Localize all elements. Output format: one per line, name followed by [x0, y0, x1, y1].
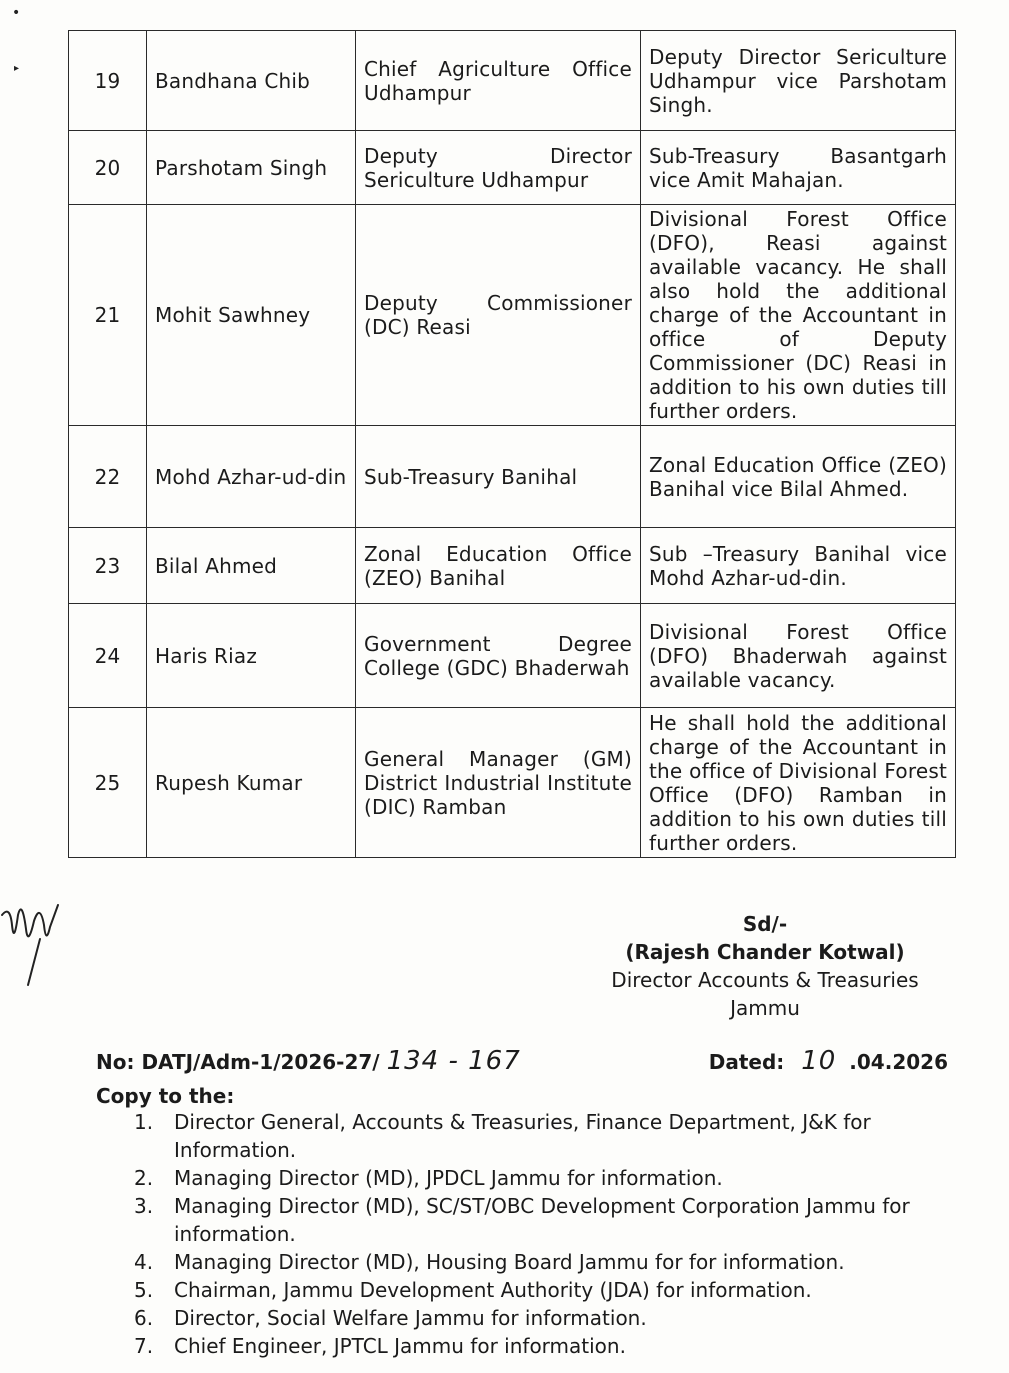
present-posting: Chief Agriculture Office Udhampur: [356, 31, 641, 131]
serial-number: 20: [69, 131, 147, 205]
serial-number: 23: [69, 528, 147, 604]
serial-number: 21: [69, 205, 147, 426]
list-item: 1. Director General, Accounts & Treasuries, Finance Department, J&K for Information.: [134, 1110, 871, 1162]
serial-number: 25: [69, 708, 147, 858]
order-number-line: [96, 1046, 948, 1077]
table-row: [69, 528, 956, 604]
employee-name: Bilal Ahmed: [147, 528, 356, 604]
dated-label: Dated:: [708, 1050, 785, 1074]
initials-signature: [0, 885, 70, 995]
new-posting: He shall hold the additional charge of the Accountant in the office of Divisional Forest Office (DFO) Ramban in addition to his own duties till further orders.: [641, 708, 956, 858]
employee-name: Mohd Azhar-ud-din: [147, 426, 356, 528]
table-row: [69, 205, 956, 426]
dated-day-handwritten: 10: [801, 1046, 837, 1076]
present-posting: Sub-Treasury Banihal: [356, 426, 641, 528]
signatory-designation: Director Accounts & Treasuries: [611, 968, 919, 992]
margin-mark: ▸: [14, 63, 20, 74]
copy-to-list: [130, 1108, 950, 1360]
dated-rest: .04.2026: [849, 1050, 948, 1074]
table-row: [69, 708, 956, 858]
copy-to-heading: Copy to the:: [96, 1084, 235, 1108]
order-number-label: No: DATJ/Adm-1/2026-27/: [96, 1050, 380, 1074]
table-row: [69, 604, 956, 708]
employee-name: Parshotam Singh: [147, 131, 356, 205]
employee-name: Haris Riaz: [147, 604, 356, 708]
signatory-name: (Rajesh Chander Kotwal): [625, 940, 905, 964]
present-posting: Deputy Director Sericulture Udhampur: [356, 131, 641, 205]
list-item: 3. Managing Director (MD), SC/ST/OBC Development Corporation Jammu for information.: [134, 1194, 910, 1246]
transfer-table: [68, 30, 956, 858]
list-item: 6. Director, Social Welfare Jammu for information.: [134, 1306, 647, 1330]
serial-number: 19: [69, 31, 147, 131]
employee-name: Bandhana Chib: [147, 31, 356, 131]
list-item: 7. Chief Engineer, JPTCL Jammu for information.: [134, 1334, 626, 1358]
present-posting: Deputy Commissioner (DC) Reasi: [356, 205, 641, 426]
present-posting: General Manager (GM) District Industrial Institute (DIC) Ramban: [356, 708, 641, 858]
new-posting: Divisional Forest Office (DFO), Reasi against available vacancy. He shall also hold the additional charge of the Accountant in office of Deputy Commissioner (DC) Reasi in addition to his own duties till further orders.: [641, 205, 956, 426]
signatory-place: Jammu: [730, 996, 800, 1020]
present-posting: Zonal Education Office (ZEO) Banihal: [356, 528, 641, 604]
table-row: [69, 31, 956, 131]
list-item: 4. Managing Director (MD), Housing Board Jammu for for information.: [134, 1250, 845, 1274]
new-posting: Sub-Treasury Basantgarh vice Amit Mahajan.: [641, 131, 956, 205]
new-posting: Deputy Director Sericulture Udhampur vice Parshotam Singh.: [641, 31, 956, 131]
order-number-handwritten: 134 - 167: [386, 1046, 521, 1076]
table-row: [69, 131, 956, 205]
employee-name: Mohit Sawhney: [147, 205, 356, 426]
employee-name: Rupesh Kumar: [147, 708, 356, 858]
new-posting: Divisional Forest Office (DFO) Bhaderwah against available vacancy.: [641, 604, 956, 708]
list-item: 2. Managing Director (MD), JPDCL Jammu for information.: [134, 1166, 723, 1190]
list-item: 5. Chairman, Jammu Development Authority (JDA) for information.: [134, 1278, 812, 1302]
signatory-block: [560, 910, 970, 1022]
serial-number: 24: [69, 604, 147, 708]
new-posting: Sub –Treasury Banihal vice Mohd Azhar-ud-din.: [641, 528, 956, 604]
sd-mark: Sd/-: [742, 912, 788, 936]
serial-number: 22: [69, 426, 147, 528]
table-row: [69, 426, 956, 528]
margin-dot: •: [12, 5, 21, 21]
present-posting: Government Degree College (GDC) Bhaderwah: [356, 604, 641, 708]
order-date: [709, 1046, 948, 1077]
new-posting: Zonal Education Office (ZEO) Banihal vice Bilal Ahmed.: [641, 426, 956, 528]
